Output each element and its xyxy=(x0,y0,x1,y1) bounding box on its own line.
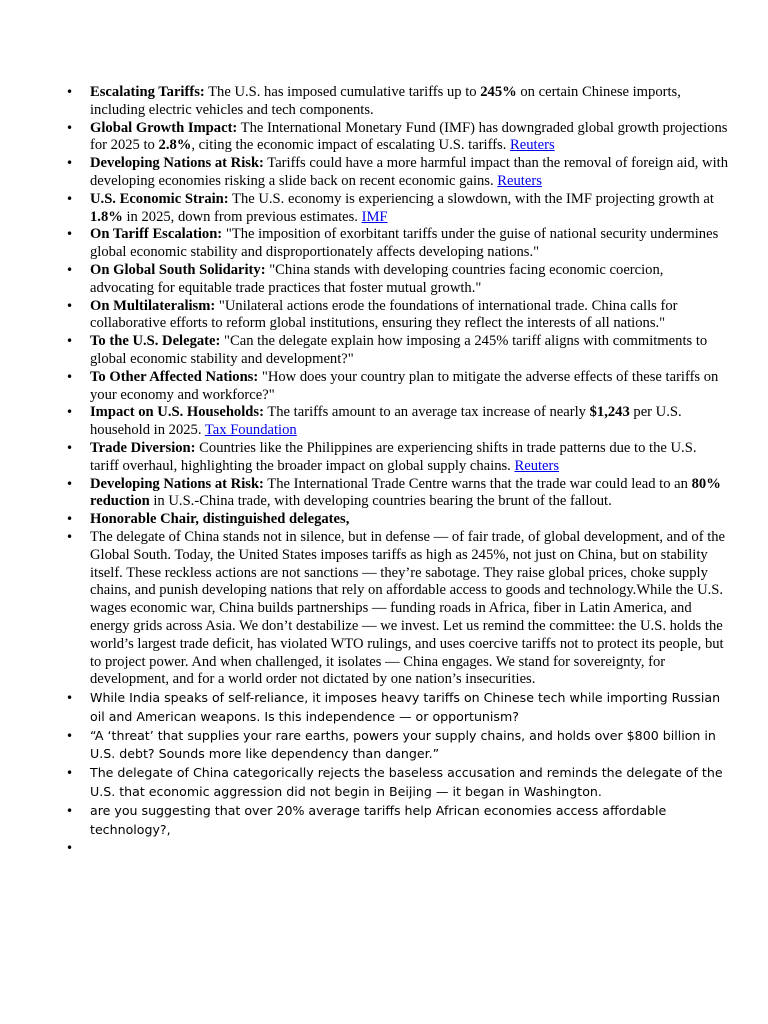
item-heading: On Tariff Escalation: xyxy=(90,226,223,243)
item-text: on certain Chinese imports, including electric vehicles and tech components. xyxy=(90,84,681,118)
item-text: are you suggesting that over 20% average tariffs help African economies access affordable technology?, xyxy=(90,802,667,837)
item-text: The International Trade Centre warns that the trade war could lead to an xyxy=(263,475,692,492)
item-text: The tariffs amount to an average tax increase of nearly xyxy=(263,404,590,421)
item-heading: Developing Nations at Risk: xyxy=(90,155,264,172)
item-heading: To Other Affected Nations: xyxy=(90,368,259,385)
source-link-tax-foundation[interactable]: Tax Foundation xyxy=(204,422,297,439)
list-item xyxy=(0,191,768,227)
item-text: per U.S. household in 2025. xyxy=(90,404,682,439)
item-heading: Developing Nations at Risk: xyxy=(90,475,264,492)
list-item xyxy=(0,226,768,262)
item-text: "Can the delegate explain how imposing a 245% tariff aligns with commitments to global economic stability and development?" xyxy=(90,333,708,367)
bullet-icon: • xyxy=(66,803,74,818)
list-item xyxy=(0,511,768,529)
item-heading: Trade Diversion: xyxy=(90,439,196,456)
list-item xyxy=(0,120,768,156)
empty-list-item xyxy=(0,839,768,857)
document-page xyxy=(0,84,768,857)
bullet-icon: • xyxy=(66,227,74,242)
item-emphasis: 1.8% xyxy=(90,208,123,225)
item-text: , citing the economic impact of escalating U.S. tariffs. xyxy=(191,137,511,154)
speech-salutation: Honorable Chair, distinguished delegates, xyxy=(90,511,350,528)
item-emphasis: 80% reduction xyxy=(90,475,721,510)
list-item xyxy=(0,84,768,120)
list-item xyxy=(0,476,768,512)
item-text: The U.S. economy is experiencing a slowdown, with the IMF projecting growth at xyxy=(228,190,714,207)
item-text: in U.S.-China trade, with developing countries bearing the brunt of the fallout. xyxy=(149,493,612,510)
list-item xyxy=(0,802,768,840)
list-item xyxy=(0,298,768,334)
item-heading: On Global South Solidarity: xyxy=(90,261,266,278)
item-text: "Unilateral actions erode the foundations of international trade. China calls for collaborative efforts to reform global institutions, ensuring they reflect the interests of all nations." xyxy=(90,297,678,332)
item-text: While India speaks of self-reliance, it imposes heavy tariffs on Chinese tech while importing Russian oil and American weapons. Is this independence — or opportunism? xyxy=(90,690,721,724)
bullet-icon: • xyxy=(66,262,74,277)
bullet-list xyxy=(0,84,768,857)
source-link-imf[interactable]: IMF xyxy=(361,208,388,225)
list-item xyxy=(0,333,768,369)
item-text: Countries like the Philippines are experiencing shifts in trade patterns due to the U.S. tariff overhaul, highlighting the broader impact on global supply chains. xyxy=(90,439,697,474)
item-heading: U.S. Economic Strain: xyxy=(90,190,229,207)
list-item xyxy=(0,727,768,765)
bullet-icon: • xyxy=(66,476,74,491)
item-text: "How does your country plan to mitigate the adverse effects of these tariffs on your economy and workforce?" xyxy=(90,368,719,403)
bullet-icon: • xyxy=(66,191,74,206)
item-text: The delegate of China categorically rejects the baseless accusation and reminds the delegate of the U.S. that economic aggression did not begin in Beijing — it began in Washington. xyxy=(90,765,723,800)
item-heading: Impact on U.S. Households: xyxy=(90,404,264,421)
list-item xyxy=(0,155,768,191)
bullet-icon: • xyxy=(66,512,74,527)
bullet-icon: • xyxy=(66,440,74,455)
list-item xyxy=(0,764,768,802)
item-text: “A ‘threat’ that supplies your rare earths, powers your supply chains, and holds over $800 billion in U.S. debt? Sounds more like dependency than danger.” xyxy=(90,727,716,762)
speech-paragraph: The delegate of China stands not in silence, but in defense — of fair trade, of global development, and of the Global South. Today, the United States imposes tariffs as high as 245%, not just on China, but on stability itself. These reckless actions are not sanctions — they’re sabotage. They raise global prices, choke supply chains, and punish developing nations that rely on affordable access to goods and technology.While the U.S. wages economic war, China builds partnerships — funding roads in Africa, fiber in Latin America, and energy grids across Asia. We don’t destabilize — we invest. Let us remind the committee: the U.S. holds the world’s largest trade deficit, has violated WTO rulings, and uses coercive tariffs not to protect its people, but to project power. And when challenged, it isolates — China engages. We stand for sovereignty, for development, and for a world order not dictated by one nation’s insecurities. xyxy=(90,528,726,688)
item-emphasis: 2.8% xyxy=(158,137,192,154)
item-text: "China stands with developing countries facing economic coercion, advocating for equitable trade practices that foster mutual growth." xyxy=(90,261,664,296)
list-item xyxy=(0,529,768,689)
bullet-icon: • xyxy=(66,529,74,544)
item-text: Tariffs could have a more harmful impact than the removal of foreign aid, with developing economies risking a slide back on recent economic gains. xyxy=(90,155,728,189)
source-link-reuters[interactable]: Reuters xyxy=(497,172,542,189)
source-link-reuters[interactable]: Reuters xyxy=(510,137,555,154)
item-text: "The imposition of exorbitant tariffs under the guise of national security undermines global economic stability and disproportionately affects developing nations." xyxy=(90,226,719,261)
source-link-reuters[interactable]: Reuters xyxy=(514,457,560,474)
bullet-icon: • xyxy=(66,120,74,135)
item-emphasis: 245% xyxy=(480,84,517,100)
bullet-icon: • xyxy=(66,728,74,743)
item-heading: To the U.S. Delegate: xyxy=(90,333,221,350)
list-item xyxy=(0,369,768,405)
item-heading: On Multilateralism: xyxy=(90,297,216,314)
bullet-icon: • xyxy=(66,369,74,384)
item-text: in 2025, down from previous estimates. xyxy=(122,208,362,225)
bullet-icon: • xyxy=(66,85,74,99)
bullet-icon: • xyxy=(66,156,74,171)
item-heading: Global Growth Impact: xyxy=(90,119,238,136)
list-item xyxy=(0,689,768,727)
item-text: The International Monetary Fund (IMF) has downgraded global growth projections for 2025 to xyxy=(90,119,728,154)
bullet-icon: • xyxy=(66,334,74,349)
bullet-icon: • xyxy=(66,766,74,781)
item-text: The U.S. has imposed cumulative tariffs up to xyxy=(204,84,481,100)
bullet-icon: • xyxy=(66,405,74,420)
list-item xyxy=(0,440,768,476)
bullet-icon: • xyxy=(66,841,74,856)
list-item xyxy=(0,262,768,298)
bullet-icon: • xyxy=(66,298,74,313)
bullet-icon: • xyxy=(66,691,74,706)
list-item xyxy=(0,404,768,440)
item-emphasis: $1,243 xyxy=(589,404,630,421)
item-heading: Escalating Tariffs: xyxy=(90,84,205,100)
